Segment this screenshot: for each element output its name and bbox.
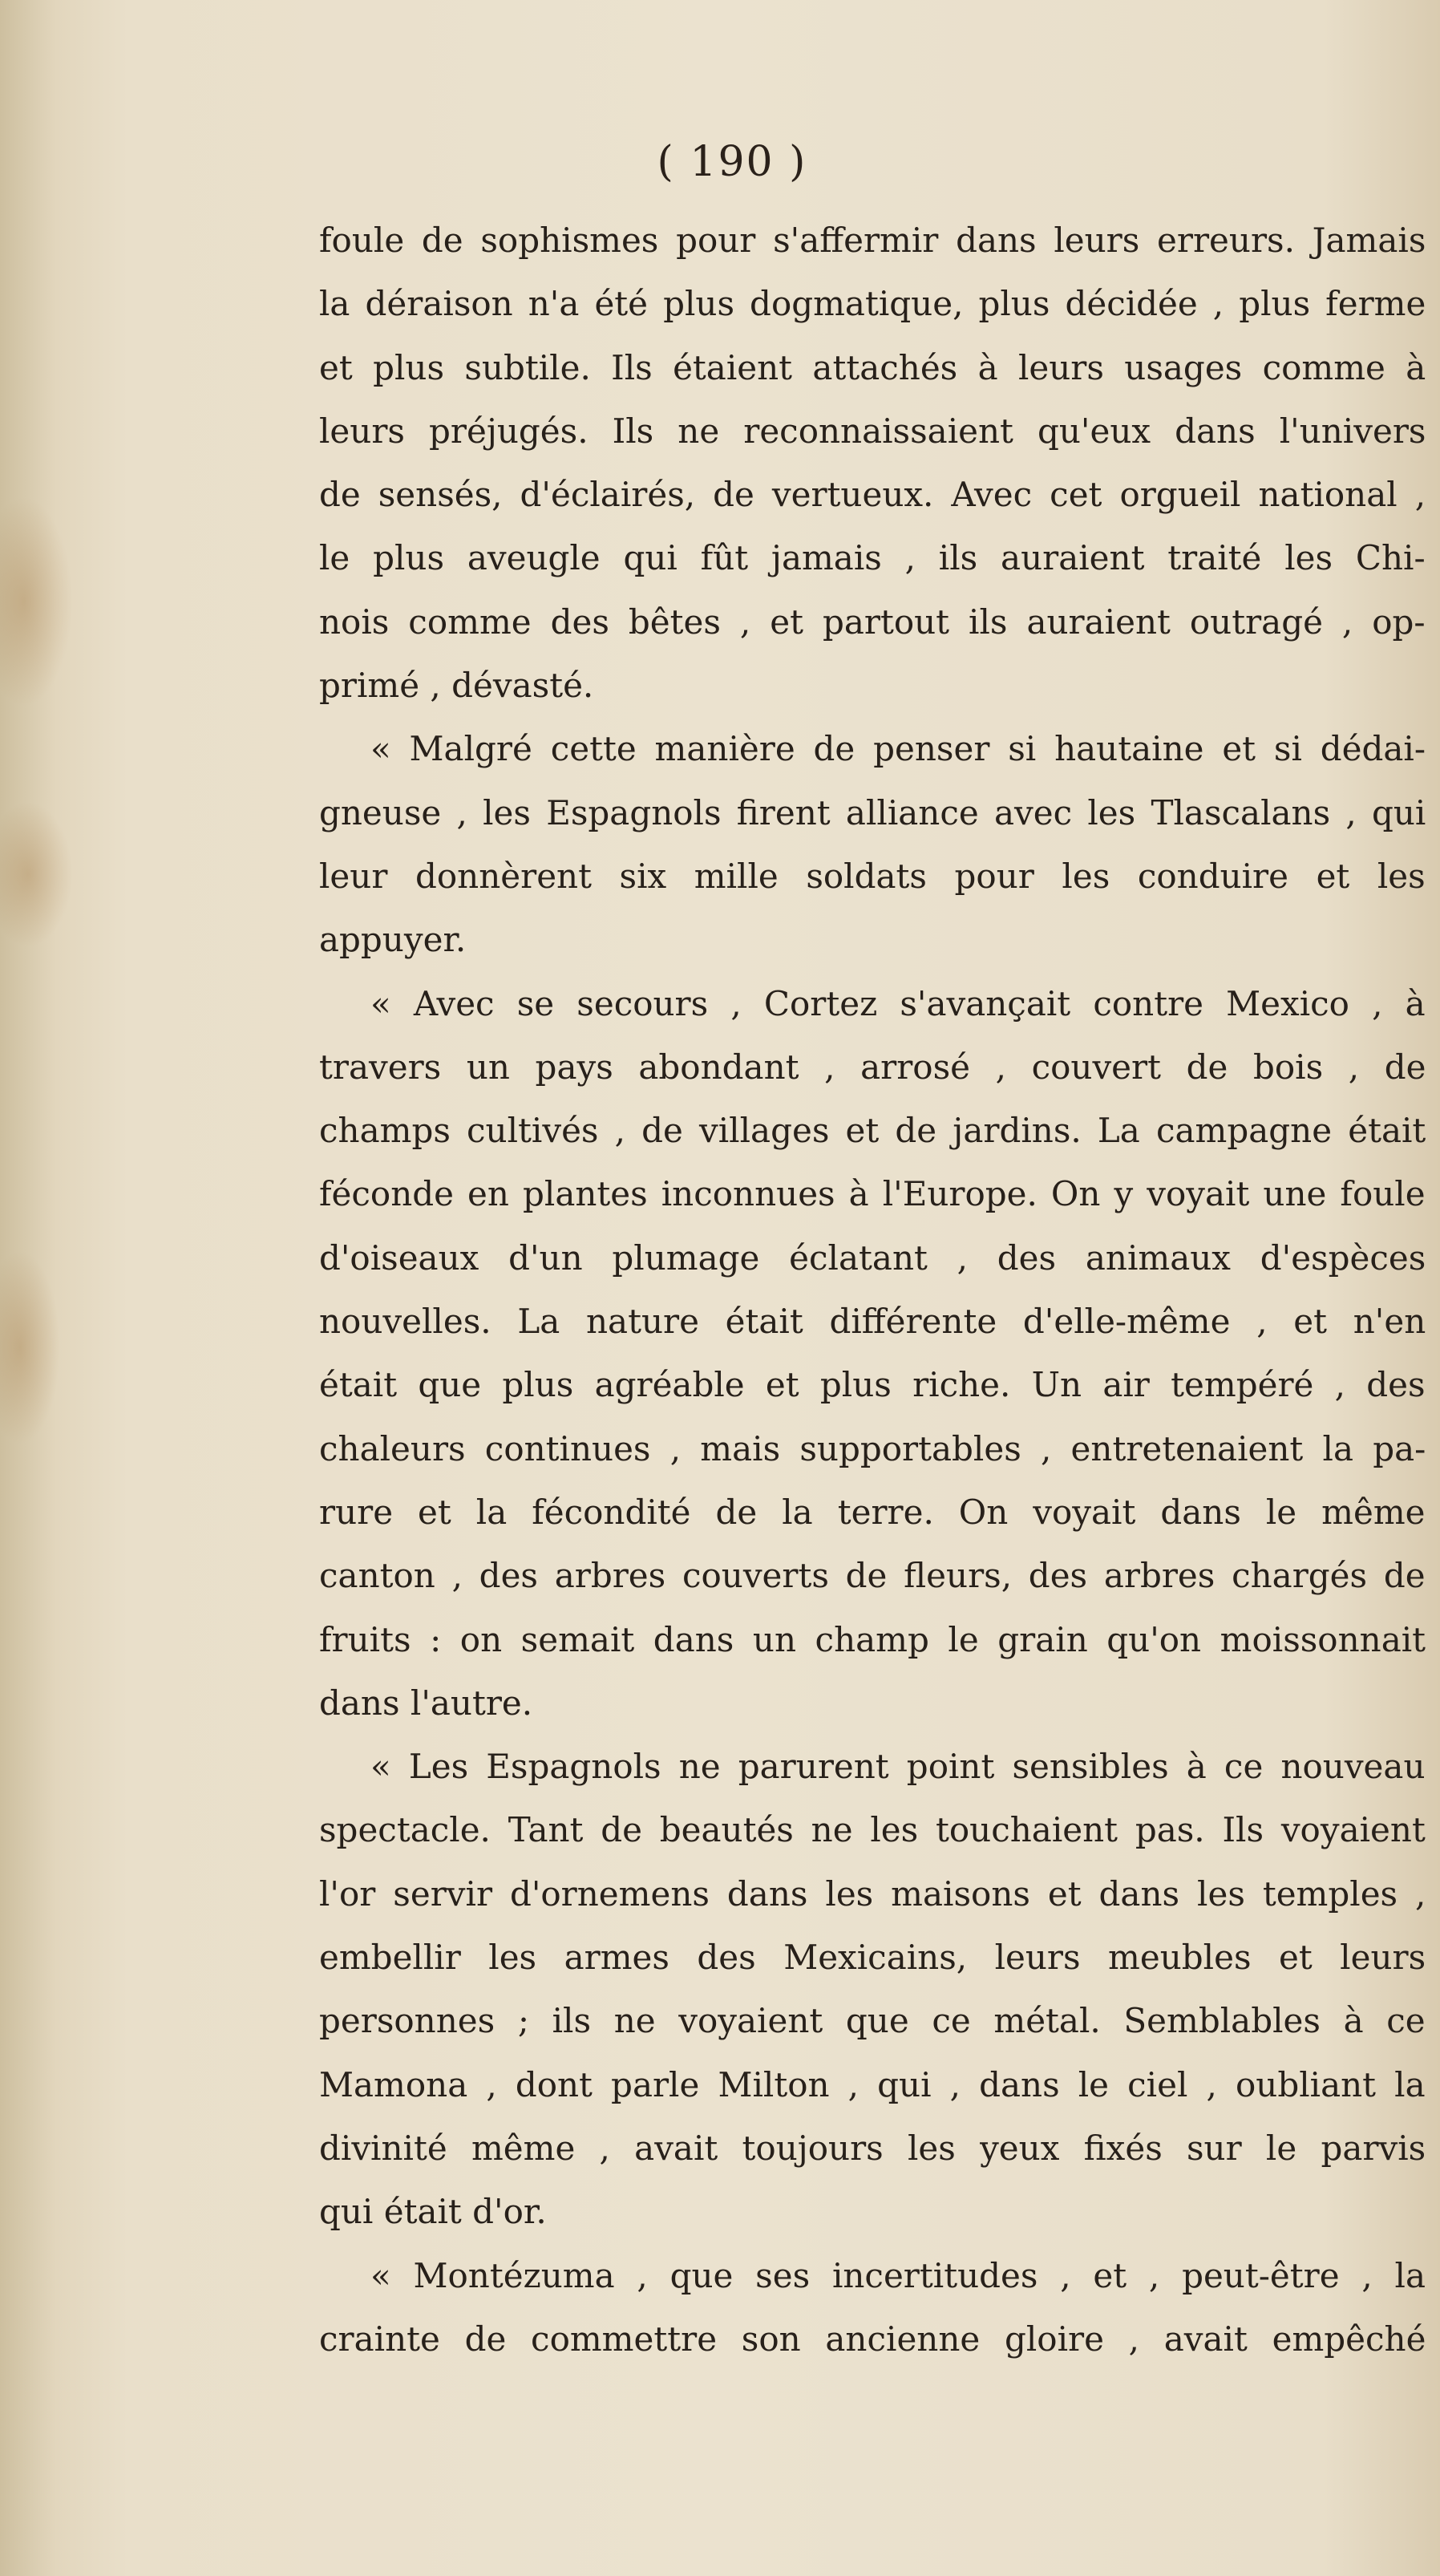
text-line: canton , des arbres couverts de fleurs, des arbres chargés de bbox=[319, 1556, 1426, 1596]
text-line: personnes ; ils ne voyaient que ce métal. Semblables à ce bbox=[319, 2001, 1426, 2041]
text-line: leurs préjugés. Ils ne reconnaissaient qu'eux dans l'univers bbox=[319, 411, 1426, 451]
text-line: embellir les armes des Mexicains, leurs meubles et leurs bbox=[319, 1938, 1426, 1978]
text-line: nouvelles. La nature était différente d'elle-même , et n'en bbox=[319, 1302, 1426, 1342]
text-line: primé , dévasté. bbox=[319, 666, 594, 706]
text-line: et plus subtile. Ils étaient attachés à leurs usages comme à bbox=[319, 347, 1426, 387]
text-line: dans l'autre. bbox=[319, 1683, 533, 1723]
text-line: l'or servir d'ornemens dans les maisons et dans les temples , bbox=[319, 1873, 1426, 1914]
page-number: ( 190 ) bbox=[657, 138, 807, 186]
text-line: travers un pays abondant , arrosé , couvert de bois , de bbox=[319, 1047, 1426, 1087]
text-line: divinité même , avait toujours les yeux fixés sur le parvis bbox=[319, 2128, 1426, 2168]
text-line: spectacle. Tant de beautés ne les touchaient pas. Ils voyaient bbox=[319, 1810, 1426, 1850]
text-line: de sensés, d'éclairés, de vertueux. Avec cet orgueil national , bbox=[319, 475, 1426, 515]
text-line: « Malgré cette manière de penser si hautaine et si dédai- bbox=[370, 729, 1426, 769]
text-line: nois comme des bêtes , et partout ils auraient outragé , op- bbox=[319, 601, 1426, 642]
text-line: gneuse , les Espagnols firent alliance avec les Tlascalans , qui bbox=[319, 792, 1426, 832]
page-body-text bbox=[319, 209, 1426, 2371]
text-line: chaleurs continues , mais supportables , entretenaient la pa- bbox=[319, 1428, 1426, 1468]
text-line: rure et la fécondité de la terre. On voyait dans le même bbox=[319, 1492, 1426, 1532]
text-line: « Montézuma , que ses incertitudes , et , peut-être , la bbox=[370, 2255, 1426, 2295]
text-line: champs cultivés , de villages et de jardins. La campagne était bbox=[319, 1111, 1426, 1151]
paper-stain bbox=[0, 1251, 60, 1444]
text-line: qui était d'or. bbox=[319, 2192, 547, 2232]
paper-stain bbox=[0, 802, 72, 946]
text-line: crainte de commettre son ancienne gloire , avait empêché bbox=[319, 2319, 1426, 2359]
text-line: appuyer. bbox=[319, 920, 467, 960]
text-line: Mamona , dont parle Milton , qui , dans le ciel , oubliant la bbox=[319, 2064, 1426, 2104]
text-line: foule de sophismes pour s'affermir dans leurs erreurs. Jamais bbox=[319, 221, 1426, 260]
text-line: « Avec se secours , Cortez s'avançait contre Mexico , à bbox=[370, 983, 1426, 1023]
text-line: leur donnèrent six mille soldats pour les conduire et les bbox=[319, 856, 1426, 896]
text-line: la déraison n'a été plus dogmatique, plus décidée , plus ferme bbox=[319, 284, 1426, 324]
text-line: « Les Espagnols ne parurent point sensibles à ce nouveau bbox=[370, 1747, 1426, 1787]
text-line: fruits : on semait dans un champ le grain qu'on moissonnait bbox=[319, 1619, 1426, 1659]
paper-stain bbox=[0, 497, 72, 706]
text-line: était que plus agréable et plus riche. Un air tempéré , des bbox=[319, 1365, 1426, 1405]
text-line: le plus aveugle qui fût jamais , ils auraient traité les Chi- bbox=[319, 538, 1426, 578]
text-line: féconde en plantes inconnues à l'Europe. On y voyait une foule bbox=[319, 1174, 1426, 1214]
text-line: d'oiseaux d'un plumage éclatant , des animaux d'espèces bbox=[319, 1237, 1426, 1278]
